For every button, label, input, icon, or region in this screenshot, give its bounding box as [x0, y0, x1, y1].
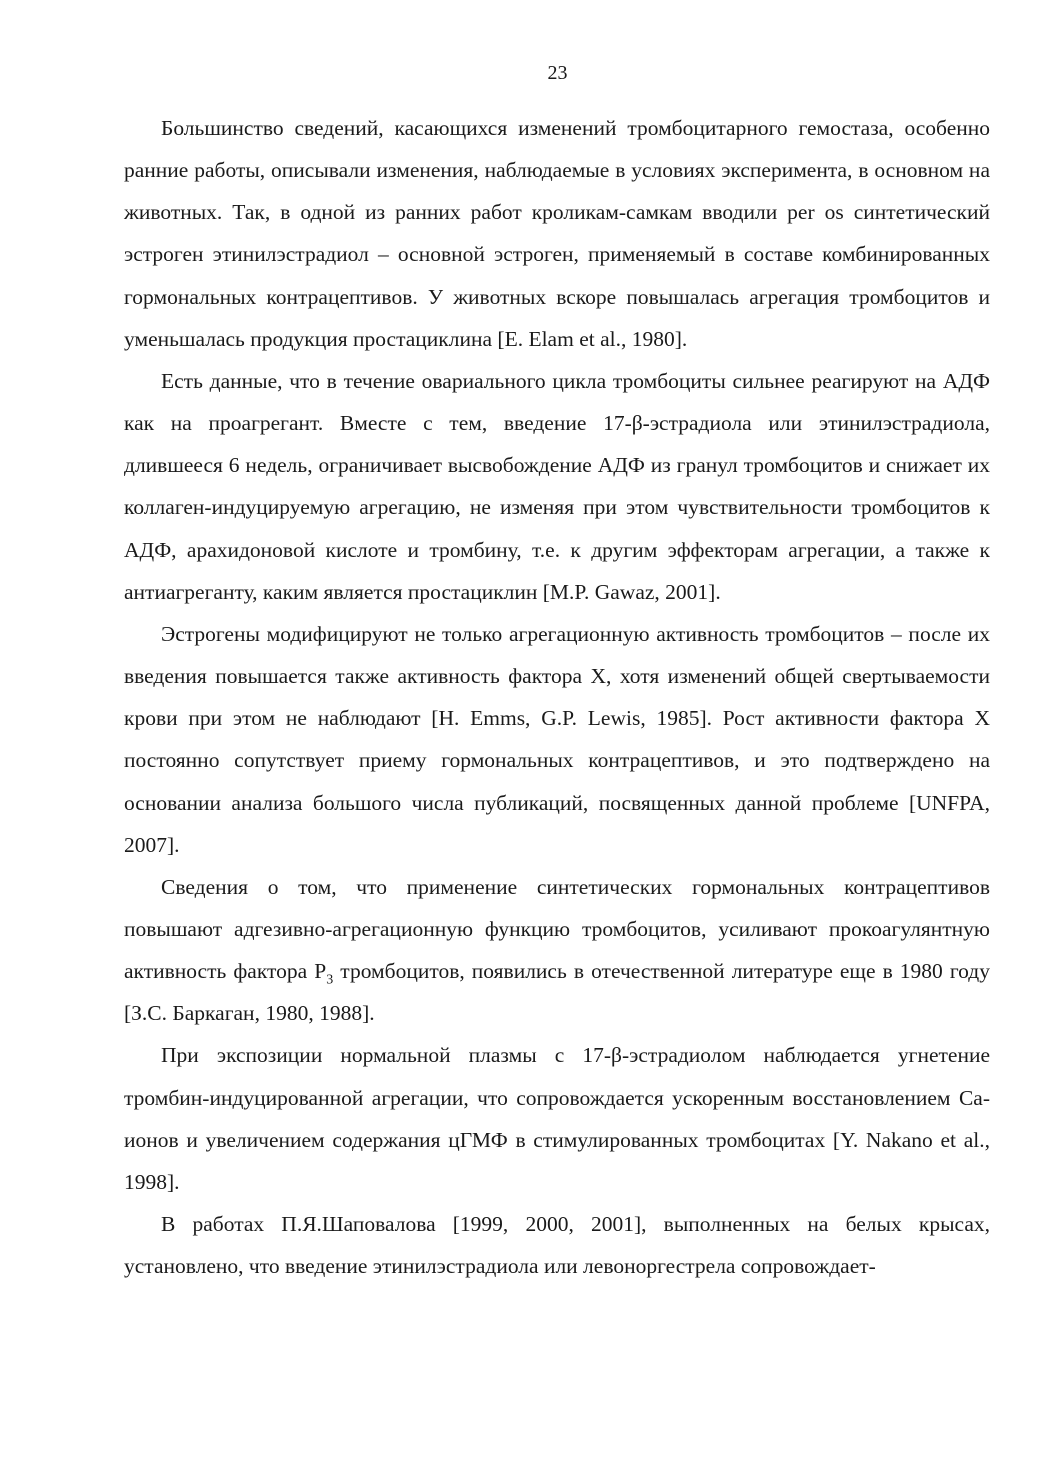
paragraph-4-text-before: Сведения о том, что применение синтетических гормональных контрацептивов повышают адгезивно-агрегационную функцию тромбоцитов, усиливают прокоагулянтную активность фактора P [124, 874, 990, 984]
paragraph-6: В работах П.Я.Шаповалова [1999, 2000, 2001], выполненных на белых крысах, установлено, что введение этинилэстрадиола или левоноргестрела сопровождает- [124, 1212, 990, 1279]
document-body [124, 107, 990, 1287]
paragraph-3: Эстрогены модифицируют не только агрегационную активность тромбоцитов – после их введения повышается также активность фактора X, хотя изменений общей свертываемости крови при этом не наблюдают [H. Emms, G.P. Lewis, 1985]. Рост активности фактора X постоянно сопутствует приему гормональных контрацептивов, и это подтверждено на основании анализа большого числа публикаций, посвященных данной проблеме [UNFPA, 2007]. [124, 621, 990, 857]
paragraph-1: Большинство сведений, касающихся изменений тромбоцитарного гемостаза, особенно ранние работы, описывали изменения, наблюдаемые в условиях эксперимента, в основном на животных. Так, в одной из ранних работ кроликам-самкам вводили per os синтетический эстроген этинилэстрадиол – основной эстроген, применяемый в составе комбинированных гормональных контрацептивов. У животных вскоре повышалась агрегация тромбоцитов и уменьшалась продукция простациклина [E. Elam et al., 1980]. [124, 116, 990, 351]
paragraph-5: При экспозиции нормальной плазмы с 17-β-эстрадиолом наблюдается угнетение тромбин-индуцированной агрегации, что сопровождается ускоренным восстановлением Ca-ионов и увеличением содержания цГМФ в стимулированных тромбоцитах [Y. Nakano et al., 1998]. [124, 1043, 990, 1194]
page-number: 23 [547, 62, 568, 84]
paragraph-4 [124, 866, 990, 1035]
paragraph-4-text-after: тромбоцитов, появились в отечественной литературе еще в 1980 году [З.С. Баркаган, 1980, 1988]. [124, 959, 990, 1026]
p3-subscript: 3 [326, 972, 334, 988]
paragraph-2: Есть данные, что в течение овариального цикла тромбоциты сильнее реагируют на АДФ как на проагрегант. Вместе с тем, введение 17-β-эстрадиола или этинилэстрадиола, длившееся 6 недель, ограничивает высвобождение АДФ из гранул тромбоцитов и снижает их коллаген-индуцируемую агрегацию, не изменяя при этом чувствительности тромбоцитов к АДФ, арахидоновой кислоте и тромбину, т.е. к другим эффекторам агрегации, а также к антиагреганту, каким является простациклин [M.P. Gawaz, 2001]. [124, 368, 990, 604]
